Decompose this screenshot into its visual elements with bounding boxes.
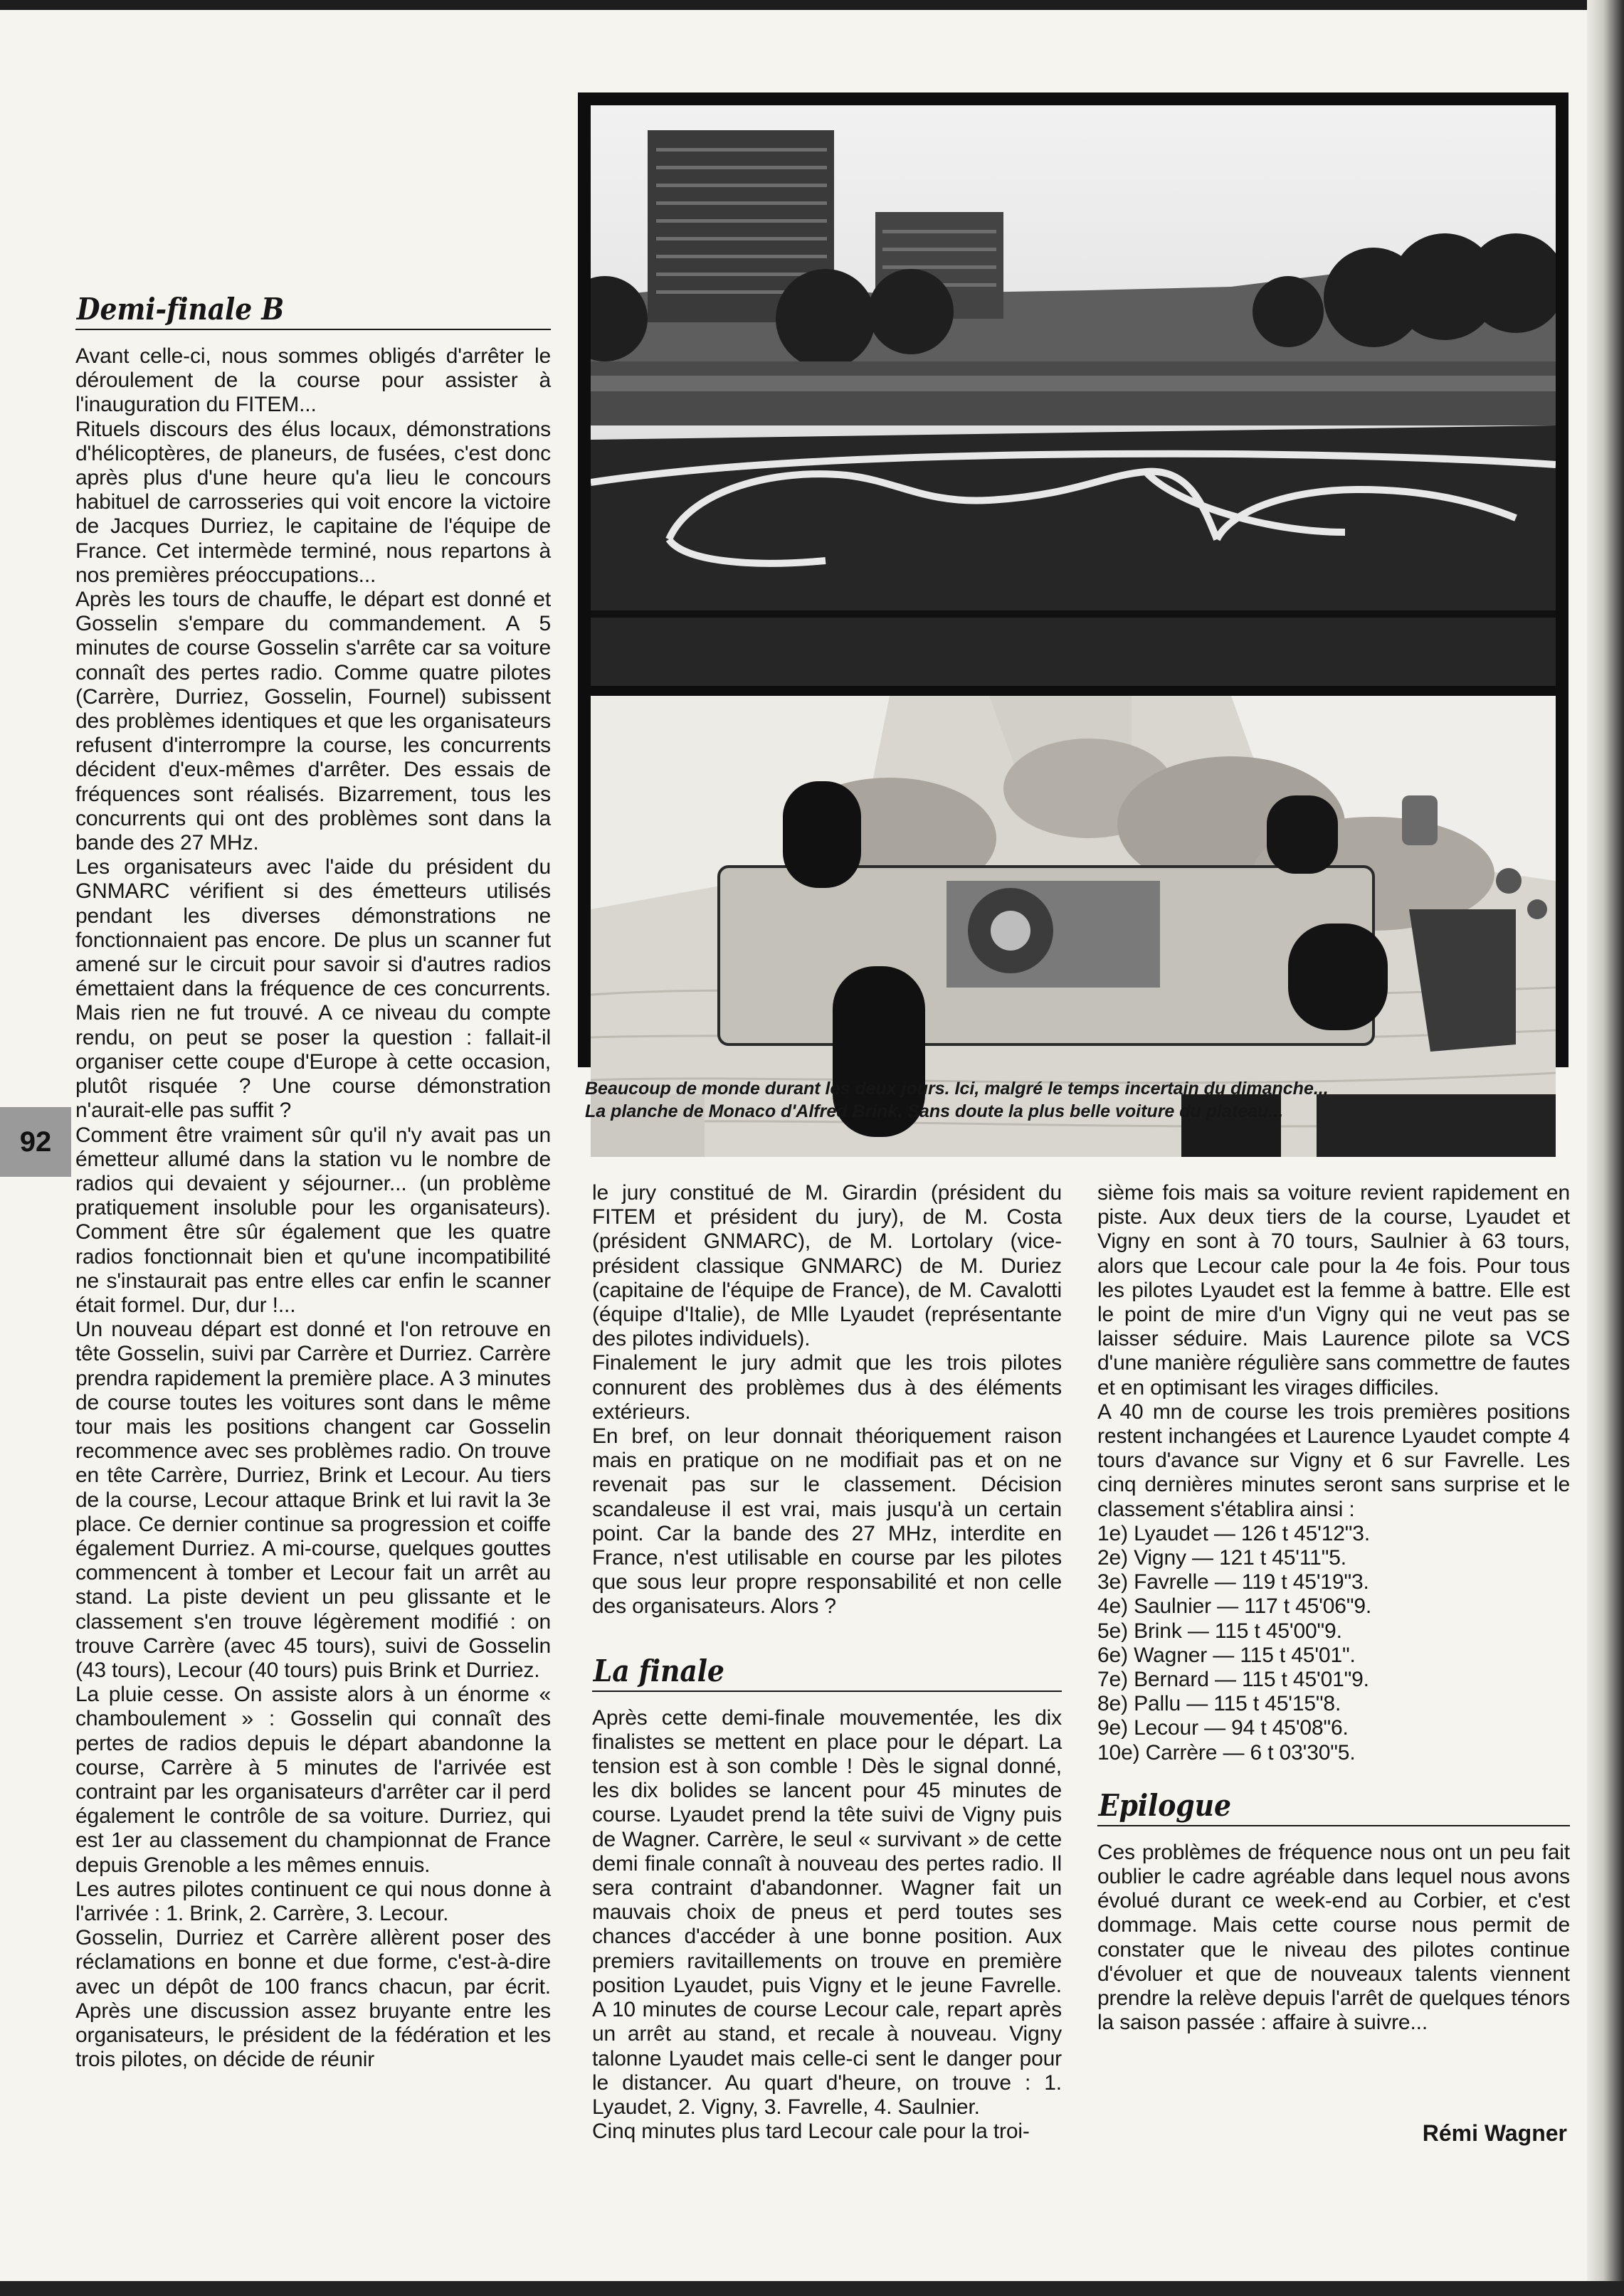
result-row: 8e) Pallu — 115 t 45'15"8. [1097, 1692, 1341, 1716]
paragraph: Avant celle-ci, nous sommes obligés d'arrêter le déroulement de la course pour assister à l'inauguration du FITEM... [75, 344, 551, 417]
photo-frame [578, 92, 1568, 1067]
paragraph: Les autres pilotes continuent ce qui nous donne à l'arrivée : 1. Brink, 2. Carrère, 3. Lecour. [75, 1877, 551, 1925]
section-heading-demi-finale [75, 290, 551, 330]
result-row: 2e) Vigny — 121 t 45'11"5. [1097, 1546, 1346, 1570]
section-heading-epilogue [1097, 1787, 1570, 1826]
paragraph: Après cette demi-finale mouvementée, les dix finalistes se mettent en place pour le départ. La tension est à son comble ! Dès le signal donné, les dix bolides se lancent pour 45 minutes de course. Lyaudet prend la tête suivi de Vigny puis de Wagner. Carrère, le seul « survivant » de cette demi finale connaît à nouveau des pertes radio. Il sera contraint d'abandonner. Wagner fait un mauvais choix de pneus et perd toutes ses chances d'accéder à une bonne position. Aux premiers ravitaillements on trouve en première position Lyaudet, puis Vigny et le jeune Favrelle. A 10 minutes de course Lecour cale, repart après un arrêt au stand, et recale à nouveau. Vigny talonne Lyaudet mais celle-ci sent le danger pour le distancer. Au quart d'heure, on trouve : 1. Lyaudet, 2. Vigny, 3. Favrelle, 4. Saulnier. [592, 1705, 1062, 2119]
author-signature: Rémi Wagner [1422, 2120, 1567, 2146]
middle-column [592, 1181, 1062, 2144]
section-heading-la-finale [592, 1652, 1062, 1692]
page-right-edge [1587, 0, 1624, 2296]
result-row: 1e) Lyaudet — 126 t 45'12"3. [1097, 1521, 1371, 1545]
result-row: 6e) Wagner — 115 t 45'01". [1097, 1643, 1356, 1667]
paragraph: Ces problèmes de fréquence nous ont un peu fait oublier le cadre agréable dans lequel nous avons évolué durant ce week-end au Corbier, et c'est dommage. Mais cette course nous permit de constater que le niveau des pilotes continue d'évoluer et que de nouveaux talents viennent prendre la relève depuis l'arrêt de quelques ténors la saison passée : affaire à suivre... [1097, 1840, 1570, 2035]
page-number: 92 [0, 1107, 71, 1177]
paragraph: Rituels discours des élus locaux, démonstrations d'hélicoptères, de planeurs, de fusées, c'est donc après plus d'une heure qu'a lieu le concours habituel de carrosseries qui voit encore la victoire de Jacques Durriez, le capitaine de l'équipe de France. Cet intermède terminé, nous repartons à nos premières préoccupations... [75, 417, 551, 587]
race-track-photo [591, 105, 1556, 686]
paragraph: Finalement le jury admit que les trois pilotes connurent des problèmes dus à des éléments extérieurs. [592, 1351, 1062, 1424]
paragraph: Gosselin, Durriez et Carrère allèrent poser des réclamations en bonne et due forme, c'est-à-dire avec un dépôt de 100 francs chacun, par écrit. Après une discussion assez bruyante entre les organisateurs, le président de la fédération et les trois pilotes, on décide de réunir [75, 1926, 551, 2072]
result-row: 3e) Favrelle — 119 t 45'19"3. [1097, 1570, 1369, 1594]
paragraph: Un nouveau départ est donné et l'on retrouve en tête Gosselin, suivi par Carrère et Durriez. Carrère prendra rapidement la première place. A 3 minutes de course toutes les voitures sont dans le même tour mais les positions changent car Gosselin recommence avec ses problèmes radio. On trouve en tête Carrère, Durriez, Brink et Lecour. Au tiers de la course, Lecour attaque Brink et lui ravit la 3e place. Ce dernier continue sa progression et coiffe également Durriez. A mi-course, quelques gouttes commencent à tomber et Lecour fait un arrêt au stand. La piste devient un peu glissante et le classement s'en trouve légèrement modifié : on trouve Carrère (avec 45 tours), suivi de Gosselin (43 tours), Lecour (40 tours) puis Brink et Durriez. [75, 1318, 551, 1682]
paragraph: le jury constitué de M. Girardin (président du FITEM et président du jury), de M. Costa (président GNMARC), de M. Lortolary (vice-président classique GNMARC) de M. Duriez (capitaine de l'équipe de France), de M. Cavalotti (équipe d'Italie), de Mlle Lyaudet (représentante des pilotes individuels). [592, 1181, 1062, 1351]
heading-text: Epilogue [1098, 1787, 1231, 1823]
heading-text: Demi-finale B [76, 292, 285, 327]
caption-line: La planche de Monaco d'Alfred Brink. Sans doute la plus belle voiture du plateau... [585, 1101, 1284, 1121]
paragraph: Après les tours de chauffe, le départ est donné et Gosselin s'empare du commandement. A 5 minutes de course Gosselin s'arrête car sa voiture connaît des pertes radio. Comme quatre pilotes (Carrère, Durriez, Gosselin, Fournel) subissent des problèmes identiques et que les organisateurs refusent d'interrompre la course, les concurrents décident d'eux-mêmes d'arrêter. Des essais de fréquences sont réalisés. Bizarrement, tous les concurrents qui ont des problèmes sont dans la bande des 27 MHz. [75, 588, 551, 855]
paragraph: La pluie cesse. On assiste alors à un énorme « chamboulement » : Gosselin qui connaît des pertes de radios depuis le départ abandonne la course, Carrère à 5 minutes de l'arrivée est contraint par les organisateurs d'arrêter car il perd également le contrôle de sa voiture. Durriez, qui est 1er au classement du championnat de France depuis Grenoble a les mêmes ennuis. [75, 1683, 551, 1877]
caption-line: Beaucoup de monde durant les deux jours. Ici, malgré le temps incertain du dimanche... [585, 1079, 1329, 1099]
paragraph: Cinq minutes plus tard Lecour cale pour la troi- [592, 2120, 1030, 2144]
results-list [1097, 1522, 1570, 1765]
paragraph: Les organisateurs avec l'aide du président du GNMARC vérifient si des émetteurs utilisés pendant les diverses démonstrations ne fonctionnaient pas encore. De plus un scanner fut amené sur le circuit pour savoir si d'autres radios émettaient dans la fréquence de ces concurrents. Mais rien ne fut trouvé. A ce niveau du compte rendu, on peut se poser la question : fallait-il organiser cette coupe d'Europe à cette occasion, plutôt risquée ? Une course démonstration n'aurait-elle pas suffit ? [75, 855, 551, 1123]
result-row: 4e) Saulnier — 117 t 45'06"9. [1097, 1594, 1372, 1619]
result-row: 5e) Brink — 115 t 45'00"9. [1097, 1619, 1342, 1643]
result-row: 9e) Lecour — 94 t 45'08"6. [1097, 1716, 1349, 1740]
paragraph: En bref, on leur donnait théoriquement raison mais en pratique on ne modifiait pas et on ne revenait pas sur le classement. Décision scandaleuse il est vrai, mais jusqu'à un certain point. Car la bande des 27 MHz, interdite en France, n'est utilisable en course par les pilotes que sous leur propre responsabilité et non celle des organisateurs. Alors ? [592, 1424, 1062, 1619]
result-row: 10e) Carrère — 6 t 03'30"5. [1097, 1740, 1356, 1765]
paragraph: sième fois mais sa voiture revient rapidement en piste. Aux deux tiers de la course, Lyaudet et Vigny en sont à 70 tours, Saulnier à 63 tours, alors que Lecour cale pour la 4e fois. Pour tous les pilotes Lyaudet est la femme à battre. Elle est le point de mire d'un Vigny qui ne veut pas se laisser séduire. Mais Laurence pilote sa VCS d'une manière régulière sans commettre de fautes et en optimisant les virages difficiles. [1097, 1181, 1570, 1400]
paragraph: Comment être vraiment sûr qu'il n'y avait pas un émetteur allumé dans la station vu le nombre de radios qui devaient y séjourner... (un problème pratiquement insoluble pour les organisateurs). Comment être sûr également que les quatre radios fonctionnait bien et qu'une incompatibilité ne s'instaurait pas entre elles car enfin le scanner était formel. Dur, dur !... [75, 1123, 551, 1317]
page-top-edge [0, 0, 1624, 10]
right-column [1097, 1181, 1570, 2036]
paragraph: A 40 mn de course les trois premières positions restent inchangées et Laurence Lyaudet compte 4 tours d'avance sur Vigny et 6 sur Favrelle. Les cinq dernières minutes seront sans surprise et le classement s'établira ainsi : [1097, 1400, 1570, 1521]
left-column [75, 290, 551, 2072]
heading-text: La finale [593, 1653, 724, 1688]
photo-caption [585, 1077, 1567, 1123]
result-row: 7e) Bernard — 115 t 45'01"9. [1097, 1668, 1369, 1692]
page-bottom-edge [0, 2281, 1624, 2296]
